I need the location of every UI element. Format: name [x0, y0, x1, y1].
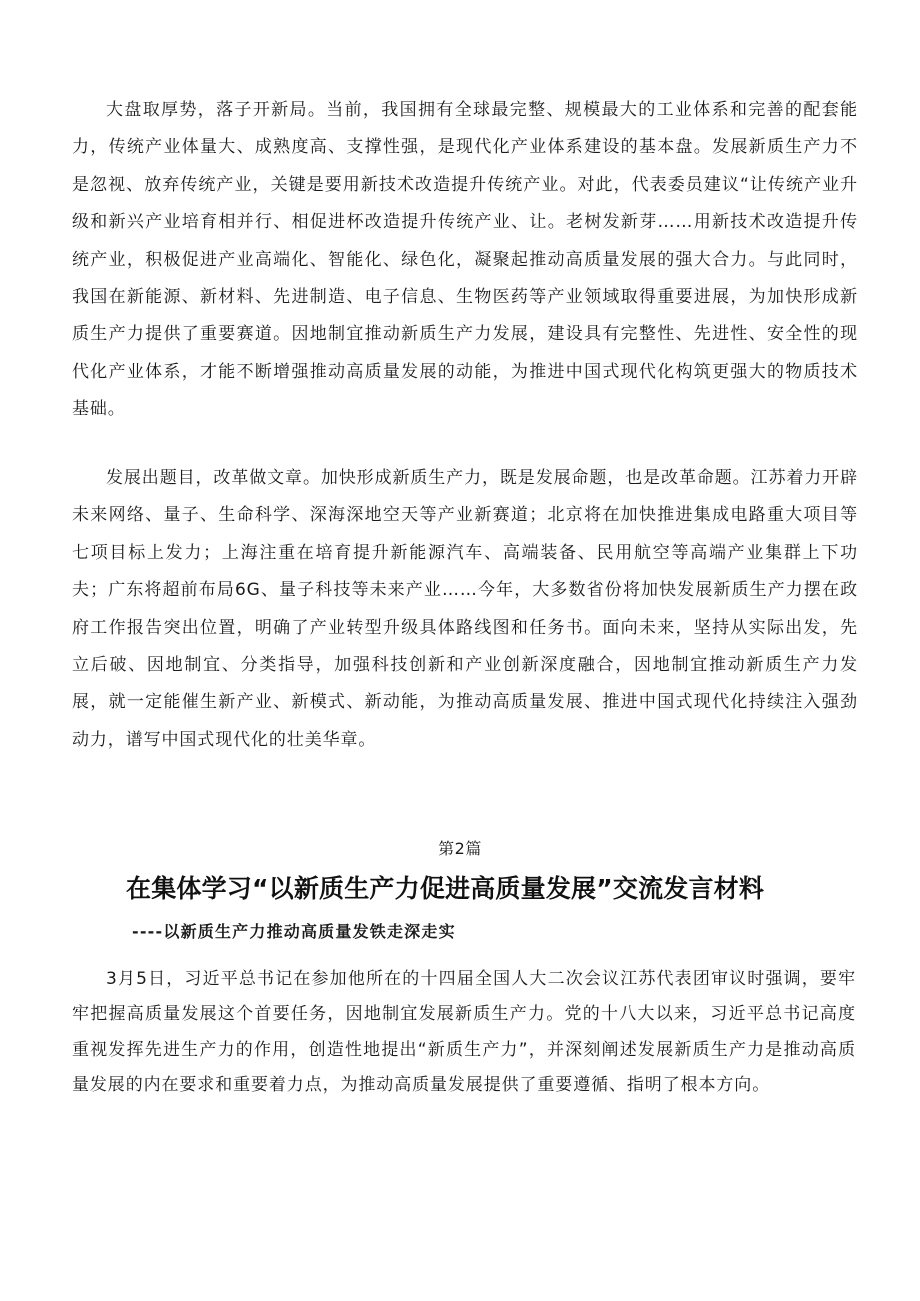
body-paragraph-3: 3月5日，习近平总书记在参加他所在的十四届全国人大二次会议江苏代表团审议时强调，要牢牢把握高质量发展这个首要任务，因地制宜发展新质生产力。党的十八大以来，习近平总书记高度重视发挥先进生产力的作用，创造性地提出“新质生产力”，并深刻阐述发展新质生产力是推动高质量发展的内在要求和重要着力点，为推动高质量发展提供了重要遵循、指明了根本方向。 [72, 969, 856, 1096]
article-title: 在集体学习“以新质生产力促进高质量发展”交流发言材料 [126, 874, 765, 903]
body-paragraph-2: 发展出题目，改革做文章。加快形成新质生产力，既是发展命题，也是改革命题。江苏着力开辟未来网络、量子、生命科学、深海深地空天等产业新赛道；北京将在加快推进集成电路重大项目等七项目标上发力；上海注重在培育提升新能源汽车、高端装备、民用航空等高端产业集群上下功夫；广东将超前布局6G、量子科技等未来产业……今年，大多数省份将加快发展新质生产力摆在政府工作报告突出位置，明确了产业转型升级具体路线图和任务书。面向未来，坚持从实际出发，先立后破、因地制宜、分类指导，加强科技创新和产业创新深度融合，因地制宜推动新质生产力发展，就一定能催生新产业、新模式、新动能，为推动高质量发展、推进中国式现代化持续注入强劲动力，谱写中国式现代化的壮美华章。 [72, 468, 858, 750]
body-paragraph-1: 大盘取厚势，落子开新局。当前，我国拥有全球最完整、规模最大的工业体系和完善的配套能力，传统产业体量大、成熟度高、支撑性强，是现代化产业体系建设的基本盘。发展新质生产力不是忽视、放弃传统产业，关键是要用新技术改造提升传统产业。对此，代表委员建议“让传统产业升级和新兴产业培育相并行、相促进杯改造提升传统产业、让。老树发新芽……用新技术改造提升传统产业，积极促进产业高端化、智能化、绿色化，凝聚起推动高质量发展的强大合力。与此同时，我国在新能源、新材料、先进制造、电子信息、生物医药等产业领域取得重要进展，为加快形成新质生产力提供了重要赛道。因地制宜推动新质生产力发展，建设具有完整性、先进性、安全性的现代化产业体系，才能不断增强推动高质量发展的动能，为推进中国式现代化构筑更强大的物质技术基础。 [72, 100, 858, 420]
section-label: 第2篇 [438, 839, 482, 858]
article-subtitle: ----以新质生产力推动高质量发铁走深走实 [132, 922, 456, 941]
